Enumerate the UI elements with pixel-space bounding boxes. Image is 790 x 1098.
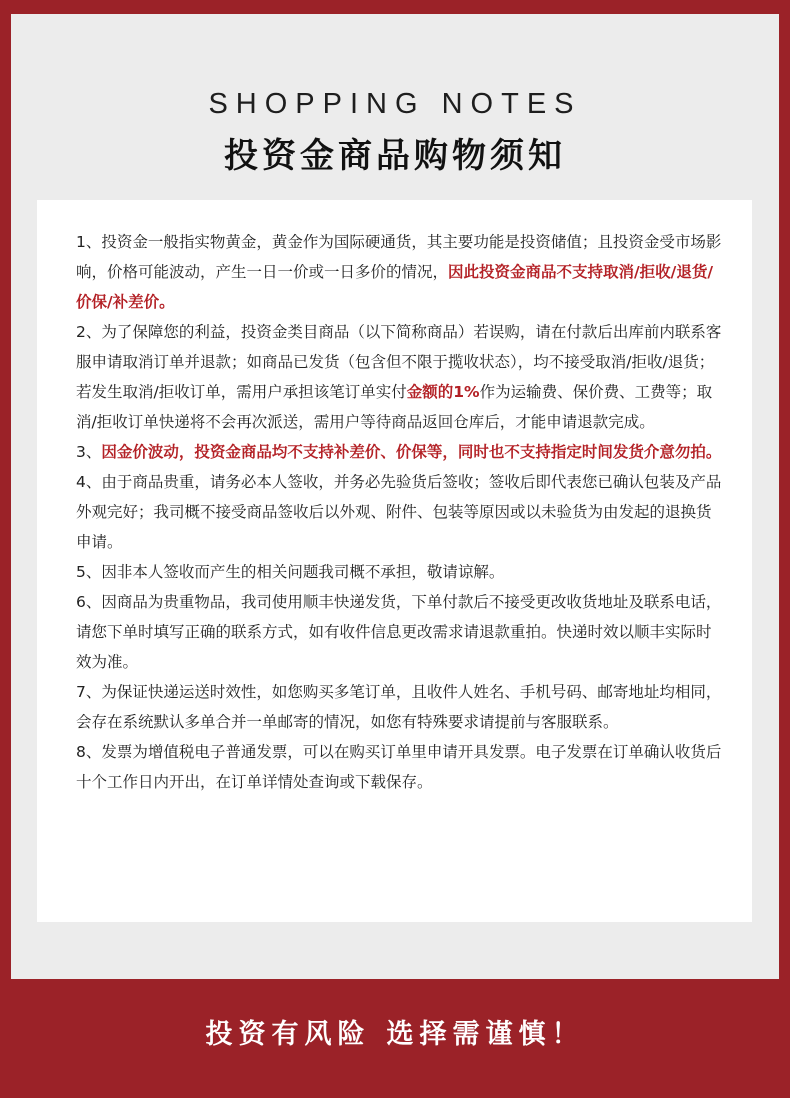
note-text: 3、 <box>76 443 102 461</box>
note-text: 8、发票为增值税电子普通发票，可以在购买订单里申请开具发票。电子发票在订单确认收货后十个工作日内开出，在订单详情处查询或下载保存。 <box>76 743 722 791</box>
note-highlight: 金额的1% <box>406 383 480 401</box>
note-text: 2、为了保障您的利益，投资金类目商品（以下简称商品）若误购，请在付款后出库前内联系客服申请取消订单并退款；如商品已发货（包含但不限于揽收状态），均不接受取消/拒收/退货；若发生取消/拒收订单，需用户承担该笔订单实付 <box>76 323 722 401</box>
note-item <box>76 737 724 797</box>
note-item <box>76 587 724 677</box>
risk-warning-part2: 选择需谨慎！ <box>386 1019 585 1050</box>
note-text-after: 作为运输费、保价费、工费等；取消/拒收订单快递将不会再次派送，需用户等待商品返回仓库后，才能申请退款完成。 <box>76 383 713 431</box>
notes-panel <box>11 14 779 979</box>
note-item <box>76 557 724 587</box>
title-chinese: 投资金商品购物须知 <box>224 136 566 176</box>
risk-warning-footer <box>0 1012 790 1051</box>
note-item <box>76 437 724 467</box>
note-text: 7、为保证快递运送时效性，如您购买多笔订单，且收件人姓名、手机号码、邮寄地址均相同，会存在系统默认多单合并一单邮寄的情况，如您有特殊要求请提前与客服联系。 <box>76 683 722 731</box>
notes-content <box>37 200 752 922</box>
note-item <box>76 467 724 557</box>
risk-warning-part1: 投资有风险 <box>205 1019 371 1050</box>
note-text: 4、由于商品贵重，请务必本人签收，并务必先验货后签收；签收后即代表您已确认包装及产品外观完好；我司概不接受商品签收后以外观、附件、包装等原因或以未验货为由发起的退换货申请。 <box>76 473 722 551</box>
title-english: SHOPPING NOTES <box>208 88 582 120</box>
note-item <box>76 227 724 317</box>
note-item <box>76 677 724 737</box>
note-highlight: 因金价波动，投资金商品均不支持补差价、价保等，同时也不支持指定时间发货介意勿拍。 <box>101 443 722 461</box>
note-text: 5、因非本人签收而产生的相关问题我司概不承担，敬请谅解。 <box>76 563 505 581</box>
note-item <box>76 317 724 437</box>
note-highlight: 因此投资金商品不支持取消/拒收/退货/价保/补差价。 <box>76 263 714 311</box>
note-text: 1、投资金一般指实物黄金，黄金作为国际硬通货，其主要功能是投资储值；且投资金受市场影响，价格可能波动，产生一日一价或一日多价的情况， <box>76 233 722 281</box>
note-text: 6、因商品为贵重物品，我司使用顺丰快递发货，下单付款后不接受更改收货地址及联系电话，请您下单时填写正确的联系方式，如有收件信息更改需求请退款重拍。快递时效以顺丰实际时效为准。 <box>76 593 722 671</box>
